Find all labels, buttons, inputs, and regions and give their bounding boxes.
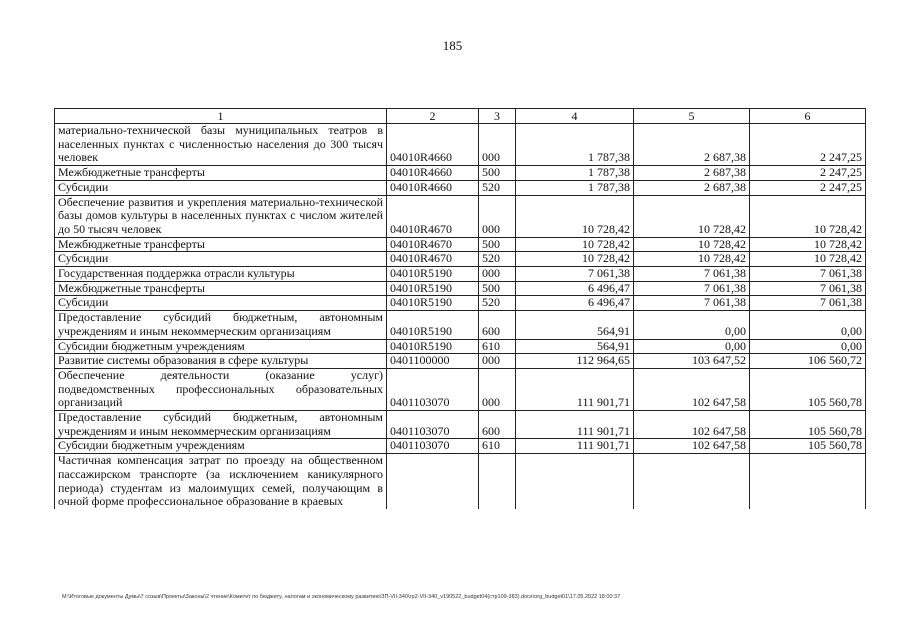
row-type-cell: 520 [479, 180, 516, 195]
row-type-cell: 520 [479, 296, 516, 311]
table-row [55, 339, 866, 354]
row-name-cell: Субсидии [55, 296, 387, 311]
row-value-2023-cell: 106 560,72 [750, 354, 866, 369]
header-cell: 2 [387, 109, 479, 124]
header-cell: 4 [516, 109, 634, 124]
row-name-cell: материально-технической базы муниципальных театров в населенных пунктах с численностью населения до 300 тысяч человек [55, 124, 387, 166]
page-number: 185 [442, 38, 463, 53]
row-value-2023-cell: 2 247,25 [750, 166, 866, 181]
row-name-cell: Обеспечение развития и укрепления материально-технической базы домов культуры в населенных пунктах с числом жителей до 50 тысяч человек [55, 195, 387, 237]
row-value-2021-cell: 6 496,47 [516, 296, 634, 311]
row-code-cell: 04010R5190 [387, 311, 479, 339]
row-value-2021-cell: 111 901,71 [516, 368, 634, 410]
row-name-cell: Предоставление субсидий бюджетным, автономным учреждениям и иным некоммерческим организациям [55, 311, 387, 339]
row-value-2021-cell: 111 901,71 [516, 411, 634, 439]
row-code-cell: 0401100000 [387, 354, 479, 369]
table-row [55, 166, 866, 181]
row-name-cell: Частичная компенсация затрат по проезду на общественном пассажирском транспорте (за исключением каникулярного периода) студентам из малоимущих семей, получающим в очной форме профессиональное образование в краевых [55, 454, 387, 509]
row-code-cell: 04010R5190 [387, 296, 479, 311]
row-name-cell: Межбюджетные трансферты [55, 166, 387, 181]
row-value-2021-cell: 111 901,71 [516, 439, 634, 454]
row-value-2023-cell: 10 728,42 [750, 195, 866, 237]
row-value-2023-cell: 2 247,25 [750, 180, 866, 195]
row-type-cell: 000 [479, 368, 516, 410]
table-row [55, 311, 866, 339]
row-value-2021-cell: 7 061,38 [516, 267, 634, 282]
row-value-2023-cell: 7 061,38 [750, 281, 866, 296]
row-value-2021-cell: 564,91 [516, 311, 634, 339]
row-type-cell: 000 [479, 267, 516, 282]
row-value-2023-cell: 0,00 [750, 311, 866, 339]
row-code-cell: 04010R4660 [387, 124, 479, 166]
row-value-2021-cell: 564,91 [516, 339, 634, 354]
row-type-cell: 500 [479, 166, 516, 181]
table-row [55, 354, 866, 369]
table-row [55, 252, 866, 267]
row-value-2022-cell: 102 647,58 [634, 368, 750, 410]
row-name-cell: Межбюджетные трансферты [55, 237, 387, 252]
row-value-2023-cell: 7 061,38 [750, 267, 866, 282]
row-value-2022-cell: 103 647,52 [634, 354, 750, 369]
row-value-2021-cell [516, 454, 634, 509]
row-value-2022-cell: 7 061,38 [634, 281, 750, 296]
table-row [55, 368, 866, 410]
header-cell: 5 [634, 109, 750, 124]
header-cell: 6 [750, 109, 866, 124]
row-value-2023-cell: 105 560,78 [750, 439, 866, 454]
row-value-2022-cell: 7 061,38 [634, 296, 750, 311]
row-value-2021-cell: 10 728,42 [516, 195, 634, 237]
row-value-2023-cell: 0,00 [750, 339, 866, 354]
row-value-2021-cell: 6 496,47 [516, 281, 634, 296]
row-name-cell: Предоставление субсидий бюджетным, автономным учреждениям и иным некоммерческим организациям [55, 411, 387, 439]
row-code-cell: 04010R5190 [387, 267, 479, 282]
row-value-2022-cell: 0,00 [634, 311, 750, 339]
table-row [55, 411, 866, 439]
row-value-2022-cell: 102 647,58 [634, 411, 750, 439]
row-type-cell: 610 [479, 439, 516, 454]
table-row [55, 454, 866, 509]
row-value-2021-cell: 1 787,38 [516, 124, 634, 166]
row-value-2022-cell: 10 728,42 [634, 252, 750, 267]
row-value-2021-cell: 1 787,38 [516, 180, 634, 195]
row-name-cell: Государственная поддержка отрасли культуры [55, 267, 387, 282]
row-value-2022-cell: 10 728,42 [634, 237, 750, 252]
row-value-2023-cell: 2 247,25 [750, 124, 866, 166]
table-row [55, 296, 866, 311]
header-cell: 1 [55, 109, 387, 124]
table-row [55, 124, 866, 166]
row-name-cell: Межбюджетные трансферты [55, 281, 387, 296]
row-type-cell: 000 [479, 124, 516, 166]
row-type-cell: 600 [479, 311, 516, 339]
row-code-cell: 0401103070 [387, 368, 479, 410]
row-name-cell: Обеспечение деятельности (оказание услуг) подведомственных профессиональных образовательных организаций [55, 368, 387, 410]
table-header-row [55, 109, 866, 124]
table-row [55, 180, 866, 195]
row-value-2022-cell: 2 687,38 [634, 180, 750, 195]
row-code-cell: 04010R4660 [387, 166, 479, 181]
row-name-cell: Субсидии бюджетным учреждениям [55, 339, 387, 354]
row-type-cell: 600 [479, 411, 516, 439]
table-row [55, 281, 866, 296]
budget-table [54, 108, 866, 509]
row-code-cell: 04010R4670 [387, 195, 479, 237]
table-row [55, 267, 866, 282]
row-code-cell: 04010R5190 [387, 281, 479, 296]
header-cell: 3 [479, 109, 516, 124]
table-row [55, 237, 866, 252]
row-value-2022-cell: 10 728,42 [634, 195, 750, 237]
row-value-2021-cell: 10 728,42 [516, 237, 634, 252]
row-type-cell: 610 [479, 339, 516, 354]
row-code-cell: 04010R4660 [387, 180, 479, 195]
row-code-cell: 04010R4670 [387, 252, 479, 267]
row-value-2022-cell: 0,00 [634, 339, 750, 354]
row-type-cell: 000 [479, 354, 516, 369]
row-value-2022-cell: 2 687,38 [634, 166, 750, 181]
document-path-footer: M:\Итоговые документы Думы\7 созыв\Проекты\Законы\2 чтение\Комитет по бюджету, налогам и экономическому развитию\ЗП-VII-340\гр2-VII-340_v190522_budget04(стр109-383).docx\org_budget01\17.05.2022 18:00:37 [62, 594, 621, 600]
row-value-2022-cell: 7 061,38 [634, 267, 750, 282]
row-value-2023-cell: 105 560,78 [750, 368, 866, 410]
row-value-2023-cell: 10 728,42 [750, 237, 866, 252]
row-code-cell: 04010R5190 [387, 339, 479, 354]
row-code-cell: 0401103070 [387, 411, 479, 439]
row-code-cell [387, 454, 479, 509]
row-code-cell: 0401103070 [387, 439, 479, 454]
row-type-cell [479, 454, 516, 509]
row-value-2021-cell: 1 787,38 [516, 166, 634, 181]
row-type-cell: 000 [479, 195, 516, 237]
row-type-cell: 500 [479, 237, 516, 252]
row-value-2022-cell: 102 647,58 [634, 439, 750, 454]
row-name-cell: Субсидии [55, 252, 387, 267]
row-value-2021-cell: 112 964,65 [516, 354, 634, 369]
table-row [55, 439, 866, 454]
row-value-2022-cell: 2 687,38 [634, 124, 750, 166]
row-code-cell: 04010R4670 [387, 237, 479, 252]
row-value-2023-cell: 105 560,78 [750, 411, 866, 439]
row-value-2021-cell: 10 728,42 [516, 252, 634, 267]
row-value-2023-cell [750, 454, 866, 509]
row-value-2023-cell: 10 728,42 [750, 252, 866, 267]
table-row [55, 195, 866, 237]
row-value-2023-cell: 7 061,38 [750, 296, 866, 311]
row-type-cell: 500 [479, 281, 516, 296]
row-type-cell: 520 [479, 252, 516, 267]
row-name-cell: Субсидии [55, 180, 387, 195]
row-value-2022-cell [634, 454, 750, 509]
row-name-cell: Субсидии бюджетным учреждениям [55, 439, 387, 454]
row-name-cell: Развитие системы образования в сфере культуры [55, 354, 387, 369]
